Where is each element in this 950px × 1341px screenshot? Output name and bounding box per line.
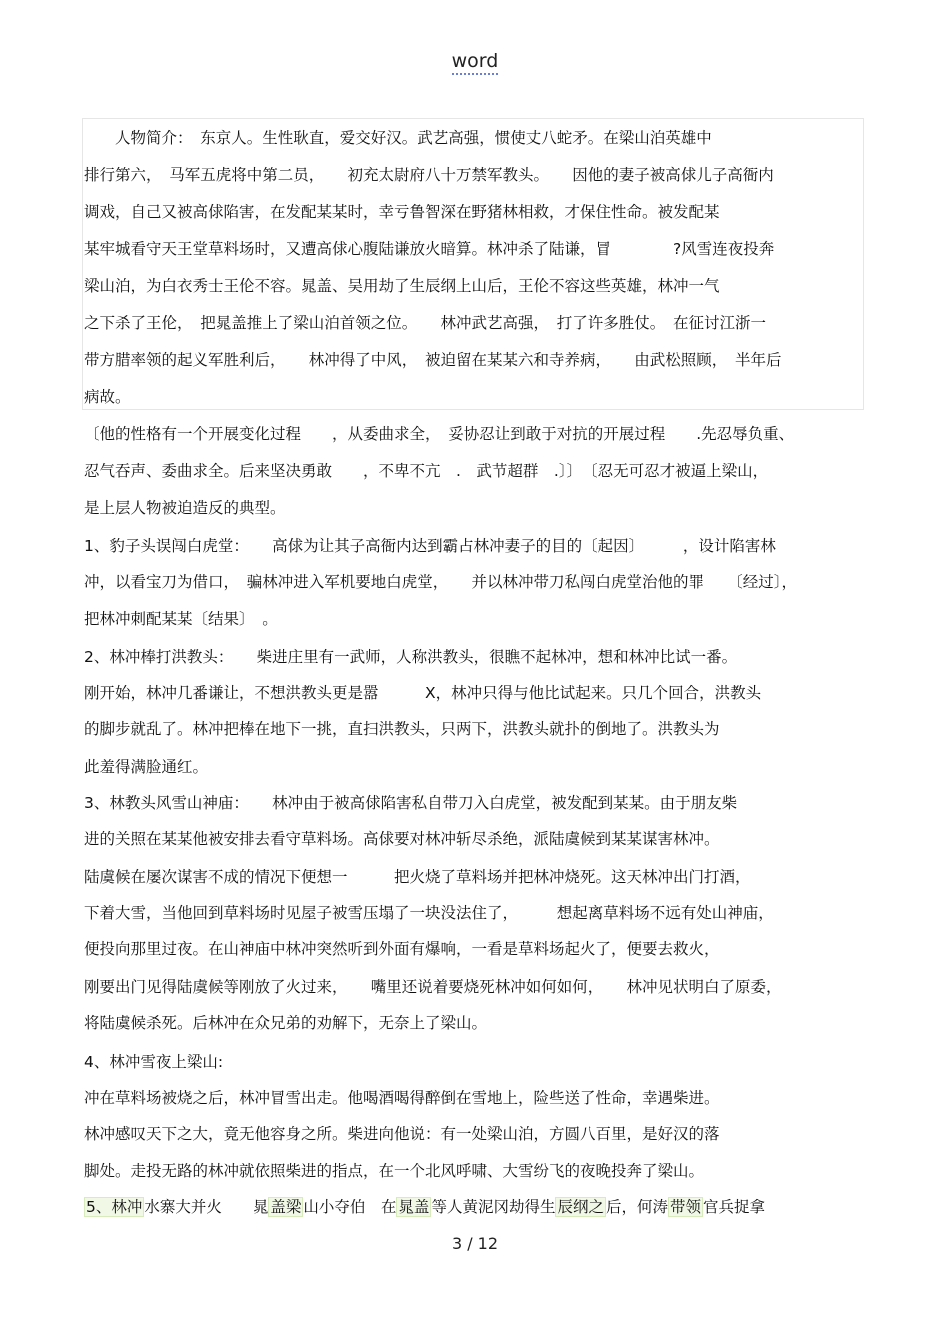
intro-line: 调戏，自己又被高俅陷害，在发配某某时，幸亏鲁智深在野猪林相救，才保住性命。被发配某	[84, 203, 720, 221]
highlighted-text: 5、林冲	[86, 1198, 143, 1216]
intro-line: 病故。	[84, 388, 131, 406]
body-line: 是上层人物被迫造反的典型。	[84, 499, 286, 517]
body-line: 1、豹子头误闯白虎堂： 高俅为让其子高衙内达到霸占林冲妻子的目的〔起因〕 ，设计陷害林	[84, 537, 776, 555]
header-title: word	[452, 50, 499, 75]
body-line: 林冲感叹天下之大，竟无他容身之所。柴进向他说：有一处梁山泊，方圆八百里，是好汉的落	[84, 1125, 720, 1143]
intro-line: 带方腊率领的起义军胜利后， 林冲得了中风， 被迫留在某某六和寺养病， 由武松照顾， 半年后	[84, 351, 782, 369]
body-line: 把林冲刺配某某〔结果〕 。	[84, 610, 278, 628]
highlighted-text: 盖梁	[270, 1198, 302, 1216]
highlighted-text: 晁盖	[398, 1198, 430, 1216]
text-segment: 后，何涛	[605, 1198, 668, 1216]
highlighted-text: 辰纲之	[557, 1198, 604, 1216]
text-segment: 官兵捉拿	[703, 1198, 766, 1216]
intro-line: 梁山泊，为白衣秀士王伦不容。晁盖、吴用劫了生辰纲上山后，王伦不容这些英雄，林冲一气	[84, 277, 720, 295]
page-number: 3 / 12	[451, 1234, 499, 1253]
body-line: 2、林冲棒打洪教头： 柴进庄里有一武师，人称洪教头，很瞧不起林冲，想和林冲比试一番。	[84, 648, 738, 666]
section-5-heading-line	[84, 1197, 866, 1217]
body-line: 进的关照在某某他被安排去看守草料场。高俅要对林冲斩尽杀绝，派陆虞候到某某谋害林冲。	[84, 830, 720, 848]
body-line: 〔他的性格有一个开展变化过程 ，从委曲求全， 妥协忍让到敢于对抗的开展过程 .先忍辱负重、	[84, 425, 795, 443]
intro-line: 排行第六， 马军五虎将中第二员， 初充太尉府八十万禁军教头。 因他的妻子被高俅儿子高衙内	[84, 166, 774, 184]
body-line: 脚处。走投无路的林冲就依照柴进的指点，在一个北风呼啸、大雪纷飞的夜晚投奔了梁山。	[84, 1162, 705, 1180]
text-segment: 等人黄泥冈劫得生	[431, 1198, 556, 1216]
text-segment: 山小夺伯 在	[303, 1198, 397, 1216]
body-line: 的脚步就乱了。林冲把棒在地下一挑，直扫洪教头，只两下，洪教头就扑的倒地了。洪教头为	[84, 720, 720, 738]
page-header	[0, 50, 950, 72]
body-line: 陆虞候在屡次谋害不成的情况下便想一 把火烧了草料场并把林冲烧死。这天林冲出门打酒，	[84, 868, 751, 886]
body-line: 冲在草料场被烧之后，林冲冒雪出走。他喝酒喝得醉倒在雪地上，险些送了性命，幸遇柴进。	[84, 1089, 720, 1107]
body-line: 忍气吞声、委曲求全。后来坚决勇敢 ，不卑不亢 . 武节超群 .〕〕 〔忍无可忍才被逼上梁山，	[84, 462, 769, 480]
body-line: 刚开始，林冲几番谦让，不想洪教头更是嚣 X，林冲只得与他比试起来。只几个回合，洪教头	[84, 684, 762, 702]
highlighted-text: 带领	[669, 1198, 701, 1216]
body-line: 冲，以看宝刀为借口， 骗林冲进入军机要地白虎堂， 并以林冲带刀私闯白虎堂治他的罪 〔经过〕，	[84, 573, 798, 591]
body-line: 下着大雪，当他回到草料场时见屋子被雪压塌了一块没法住了， 想起离草料场不远有处山神庙，	[84, 904, 774, 922]
body-line: 3、林教头风雪山神庙： 林冲由于被高俅陷害私自带刀入白虎堂，被发配到某某。由于朋友柴	[84, 794, 738, 812]
intro-line: 之下杀了王伦， 把晁盖推上了梁山泊首领之位。 林冲武艺高强， 打了许多胜仗。 在征讨江浙一	[84, 314, 767, 332]
text-segment: 水寨大并火 晁	[144, 1198, 269, 1216]
intro-line: 某牢城看守天王堂草料场时，又遭高俅心腹陆谦放火暗算。林冲杀了陆谦，冒 ?风雪连夜投奔	[84, 240, 775, 258]
body-line: 便投向那里过夜。在山神庙中林冲突然听到外面有爆响，一看是草料场起火了，便要去救火，	[84, 940, 720, 958]
intro-line: 人物简介： 东京人。生性耿直，爱交好汉。武艺高强，惯使丈八蛇矛。在梁山泊英雄中	[84, 129, 712, 147]
body-line: 此羞得满脸通红。	[84, 758, 209, 776]
body-line: 将陆虞候杀死。后林冲在众兄弟的劝解下，无奈上了梁山。	[84, 1014, 488, 1032]
body-line: 刚要出门见得陆虞候等刚放了火过来， 嘴里还说着要烧死林冲如何如何， 林冲见状明白了原委，	[84, 978, 782, 996]
body-line: 4、林冲雪夜上梁山:	[84, 1053, 224, 1071]
